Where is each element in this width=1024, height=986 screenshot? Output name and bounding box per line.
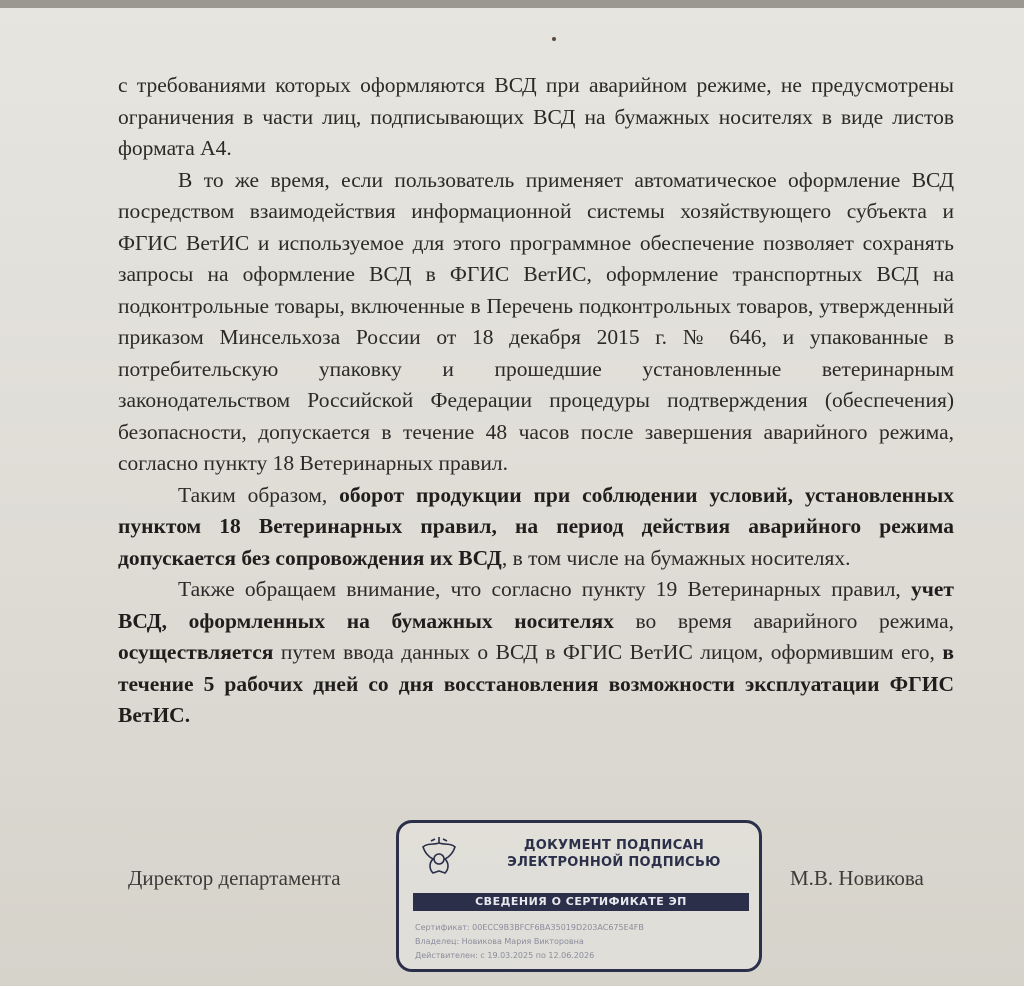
paragraph-4-bold-3: в течение 5 рабочих дней со дня восстановления возможности эксплуатации ФГИС ВетИС.	[118, 640, 954, 727]
coat-of-arms-icon	[417, 835, 461, 879]
paragraph-3-bold: оборот продукции при соблюдении условий, установленных пунктом 18 Ветеринарных правил, на период действия аварийного режима допускается без сопровождения их ВСД	[118, 482, 954, 570]
signer-position: Директор департамента	[128, 866, 341, 890]
paragraph-1: с требованиями которых оформляются ВСД при аварийном режиме, не предусмотрены ограничения в части лиц, подписывающих ВСД на бумажных носителях в виде листов формата А4.	[118, 73, 954, 160]
certificate-number: Сертификат: 00ECC9B3BFCF6BA35019D203AC675E4FB	[415, 923, 644, 932]
stamp-title	[479, 837, 749, 871]
paragraph-4-lead: Также обращаем внимание, что согласно пункту 19 Ветеринарных правил,	[178, 577, 912, 601]
certificate-band: СВЕДЕНИЯ О СЕРТИФИКАТЕ ЭП	[413, 893, 749, 911]
signer-name: М.В. Новикова	[790, 866, 924, 890]
document-body	[118, 70, 954, 732]
paragraph-4-bold-2: осуществляется	[118, 640, 274, 664]
paragraph-4-bold-1: учет ВСД, оформленных на бумажных носителях	[118, 577, 954, 633]
certificate-owner: Владелец: Новикова Мария Викторовна	[415, 937, 584, 946]
paragraph-3-tail: , в том числе на бумажных носителях.	[501, 545, 851, 570]
paragraph-3	[118, 480, 954, 575]
speck	[552, 37, 556, 41]
paragraph-2: В то же время, если пользователь применяет автоматическое оформление ВСД посредством взаимодействия информационной системы хозяйствующего субъекта и ФГИС ВетИС и используемое для этого программное обеспечение позволяет сохранять запросы на оформление ВСД в ФГИС ВетИС, оформление транспортных ВСД на подконтрольные товары, включенные в Перечень подконтрольных товаров, утвержденный приказом Минсельхоза России от 18 декабря 2015 г. № 646, и упакованные в потребительскую упаковку и прошедшие установленные ветеринарным законодательством Российской Федерации процедуры подтверждения (обеспечения) безопасности, допускается в течение 48 часов после завершения аварийного режима, согласно пункту 18 Ветеринарных правил.	[118, 167, 954, 475]
paragraph-4-mid-2: путем ввода данных о ВСД в ФГИС ВетИС лицом, оформившим его,	[273, 640, 943, 664]
stamp-title-line-2: ЭЛЕКТРОННОЙ ПОДПИСЬЮ	[507, 855, 721, 870]
paragraph-3-lead: Таким образом,	[178, 482, 340, 507]
paragraph-4	[118, 574, 954, 732]
paragraph-4-mid-1: во время аварийного режима,	[613, 608, 954, 633]
screen-edge	[0, 0, 1024, 8]
e-signature-stamp	[396, 820, 762, 972]
stamp-title-line-1: ДОКУМЕНТ ПОДПИСАН	[523, 838, 705, 853]
certificate-validity: Действителен: с 19.03.2025 по 12.06.2026	[415, 951, 595, 960]
